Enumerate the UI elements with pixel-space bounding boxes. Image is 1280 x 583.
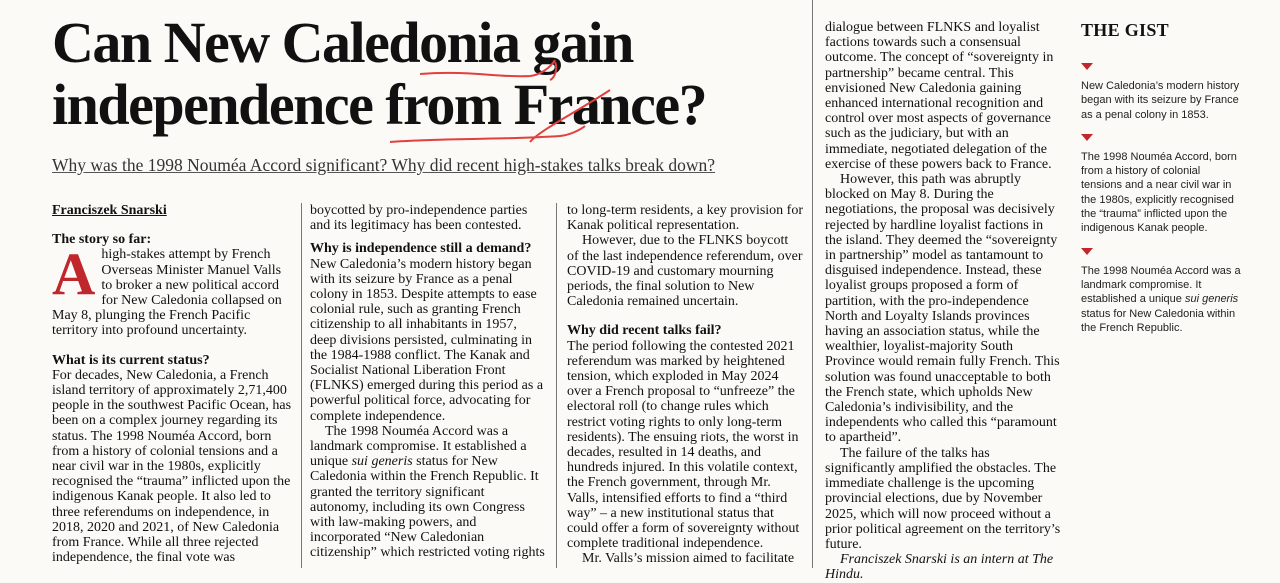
talks-paragraph-1: The period following the contested 2021 referendum was marked by heightened tension, which exploded in May 2024 over a French proposal to “unfreeze” the electoral roll (to change rules which restrict voting rights to only long-term residents). The ensuing riots, the worst in decades, resulted in 14 deaths, and hundreds injured. In this volatile context, the French government, through Mr. Valls, intensified efforts to find a “third way” – a new institutional status that could offer a form of sovereignty without complete traditional independence.: [567, 338, 800, 552]
gist-sidebar: [1081, 20, 1241, 347]
column-2: [310, 203, 546, 568]
column-1: [52, 203, 292, 568]
author-note: Franciszek Snarski is an intern at The Hindu.: [825, 552, 1054, 583]
section-heading-demand: Why is independence still a demand?: [310, 241, 532, 257]
demand-paragraph-3: However, due to the FLNKS boycott of the last independence referendum, over COVID-19 and customary mourning periods, the final solution to New Caledonia remained uncertain.: [567, 233, 803, 310]
headline: Can New Caledonia gain independence from France?: [52, 10, 707, 137]
section-heading-status: What is its current status?: [52, 352, 210, 368]
talks-paragraph-2-cont: dialogue between FLNKS and loyalist factions towards such a consensual outcome. The concept of “sovereignty in partnership” became central. This envisioned New Caledonia gaining enhanced international recognition and control over most aspects of governance such as the judiciary, but with an immediate, negotiated delegation of the exercise of these powers back to France.: [825, 20, 1054, 172]
gist-item: The 1998 Nouméa Accord was a landmark compromise. It established a unique sui generis status for New Caledonia within the French Republic.: [1081, 248, 1241, 335]
status-paragraph-cont: boycotted by pro-independence parties and its legitimacy has been contested.: [310, 203, 528, 234]
byline[interactable]: Franciszek Snarski: [52, 203, 167, 218]
column-4: [825, 20, 1061, 583]
gist-item: The 1998 Nouméa Accord, born from a history of colonial tensions and a near civil war in the 1980s, explicitly recognised the “trauma” inflicted upon the indigenous Kanak people.: [1081, 134, 1241, 236]
column-3: [567, 203, 803, 568]
gist-title: THE GIST: [1081, 20, 1169, 40]
column-divider: [812, 0, 813, 568]
column-divider: [301, 203, 302, 568]
section-heading-story: The story so far:: [52, 232, 152, 248]
section-heading-talks: Why did recent talks fail?: [567, 323, 722, 339]
demand-paragraph-2-cont: to long-term residents, a key provision for Kanak political representation.: [567, 203, 804, 234]
triangle-bullet-icon: [1081, 134, 1093, 141]
subtitle: Why was the 1998 Nouméa Accord significant? Why did recent high-stakes talks break down?: [52, 155, 716, 175]
column-divider: [556, 203, 557, 568]
demand-paragraph-2: The 1998 Nouméa Accord was a landmark compromise. It established a unique sui generis status for New Caledonia within the French Republic. It granted the territory significant autonomy, including its own Congress with law-making powers, and incorporated “New Caledonian citizenship” which restricted voting rights: [310, 423, 545, 561]
talks-paragraph-3: However, this path was abruptly blocked on May 8. During the negotiations, the proposal was decisively rejected by hardline loyalist factions in the island. They deemed the “sovereignty in partnership” model as tantamount to disguised independence. Instead, these loyalist groups proposed a form of partition, with the pro-independence North and Loyalty Islands provinces having an association status, while the wealthier, loyalist-majority South Province would remain fully French. This solution was found unacceptable to both the French state, which upholds New Caledonia’s indivisibility, and the independents who called this “paramount to apartheid”.: [825, 172, 1060, 446]
status-paragraph: For decades, New Caledonia, a French island territory of approximately 2,71,400 people in the southwest Pacific Ocean, has been on a complex journey regarding its status. The 1998 Nouméa Accord, born from a history of colonial tensions and a near civil war in the 1980s, explicitly recognised the “trauma” inflicted upon the indigenous Kanak people. It also led to three referendums on independence, in 2018, 2020 and 2021, of New Caledonia from France. While all three rejected independence, the final vote was: [52, 367, 292, 566]
demand-paragraph-1: New Caledonia’s modern history began with its seizure by France as a penal colony in 1853. Despite attempts to ease colonial rule, such as granting French citizenship to all inhabitants in 1957, deep divisions persisted, culminating in the 1984-1988 conflict. The Kanak and Socialist National Liberation Front (FLNKS) emerged during this period as a powerful political force, advocating for complete independence.: [310, 256, 544, 424]
drop-cap: A: [52, 241, 96, 308]
triangle-bullet-icon: [1081, 248, 1093, 255]
triangle-bullet-icon: [1081, 63, 1093, 70]
story-paragraph: Ahigh-stakes attempt by French Overseas Minister Manuel Valls to broker a new political accord for New Caledonia collapsed on May 8, plunging the French Pacific territory into profound uncertainty.: [52, 241, 282, 339]
gist-item: New Caledonia’s modern history began with its seizure by France as a penal colony in 1853.: [1081, 63, 1241, 122]
talks-paragraph-2: Mr. Valls’s mission aimed to facilitate: [582, 551, 795, 567]
talks-paragraph-4: The failure of the talks has significantly amplified the obstacles. The immediate challenge is the upcoming provincial elections, due by November 2025, which will now proceed without a prior political agreement on the territory’s future.: [825, 445, 1061, 552]
